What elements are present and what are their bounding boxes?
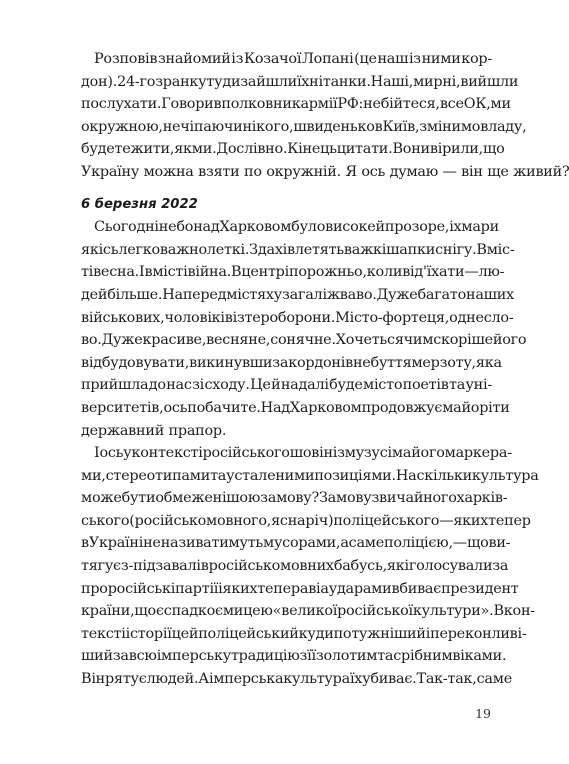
text-line: прийшла до нас зі сходу. Це й надалі буде місто поетів та уні-: [81, 377, 492, 394]
text-line: ті весна. І в місті війна. В центрі порожньо, коли від'їхати — лю-: [81, 264, 505, 281]
text-line: якісь легковажно леткі. З дахів летять важкі шапки снігу. В міс-: [81, 241, 515, 258]
paragraph-2: [81, 216, 527, 442]
paragraph-3: [81, 442, 539, 691]
text-line: Сьогодні небо над Харковом було високе й прозоре, і хмари: [94, 219, 499, 236]
text-line: Розповів знайомий із Козачої Лопані (це наш із ними кор-: [94, 51, 492, 67]
text-line: може бути обмеженішою за мову? За мову звичайного харків-: [81, 490, 508, 507]
text-line: верситетів, ось побачите. Над Харковом продовжує майоріти: [81, 399, 510, 416]
text-line: І ось у контексті російського шовінізму з усіма його маркера-: [94, 445, 512, 462]
paragraph-top: [81, 48, 569, 184]
text-line: державний прапор.: [81, 422, 227, 439]
text-line: во. Дуже красиве, весняне, сонячне. Хочеться чимскоріше його: [81, 332, 527, 349]
text-line: проросійські партії і яких тепер авіаударами вбиває президент: [81, 580, 519, 597]
text-line: ший за всю імперську традицію з її золотим та срібним віками.: [81, 648, 507, 665]
text-line: тягує з-під завалів російськомовних бабусь, які голосували за: [81, 558, 509, 575]
text-line: відбудовувати, викинувши за кордон і в небуття мерзоту, яка: [81, 354, 502, 371]
text-line: країни, що є спадкоємицею «великої російської культури». В кон-: [81, 603, 535, 620]
text-line: дей більше. На передмістях узагалі жваво. Дуже багато наших: [81, 286, 515, 303]
text-line: Україну можна взяти по окружній. Я ось думаю — він ще живий?: [81, 163, 569, 180]
text-line: тексті історії цей поліцейський куди потужніший і переконливі-: [81, 625, 527, 642]
text-line: ського (російськомовного, ясна річ) поліцейського — яких тепер: [81, 512, 531, 529]
text-line: дон). 24-го зранку туди зайшли їхні танки. Наші, мирні, вийшли: [81, 73, 519, 90]
page-number: 19: [475, 706, 491, 721]
text-line: будете жити, як ми. Дослівно. Кінець цитати. Вони вірили, що: [81, 141, 505, 158]
text-line: в Україні не називатимуть мусорами, а саме поліцією, — що ви-: [81, 535, 511, 552]
text-line: Він рятує людей. А імперська культура їх убиває. Так-так, саме: [81, 671, 512, 688]
text-line: окружною, не чіпаючи нікого, швиденько в Київ, змінимо владу,: [81, 118, 527, 135]
text-line: ми, стереотипами та усталеними позиціями. Наскільки культура: [81, 467, 539, 484]
text-line: послухати. Говорив полковник армії РФ: не бійтеся, все ОК, ми: [81, 96, 511, 113]
text-line: військових, чоловіків із тероборони. Місто-фортеця, одне сло-: [81, 309, 514, 326]
date-heading: 6 березня 2022: [81, 196, 198, 212]
body-text: [81, 48, 569, 691]
